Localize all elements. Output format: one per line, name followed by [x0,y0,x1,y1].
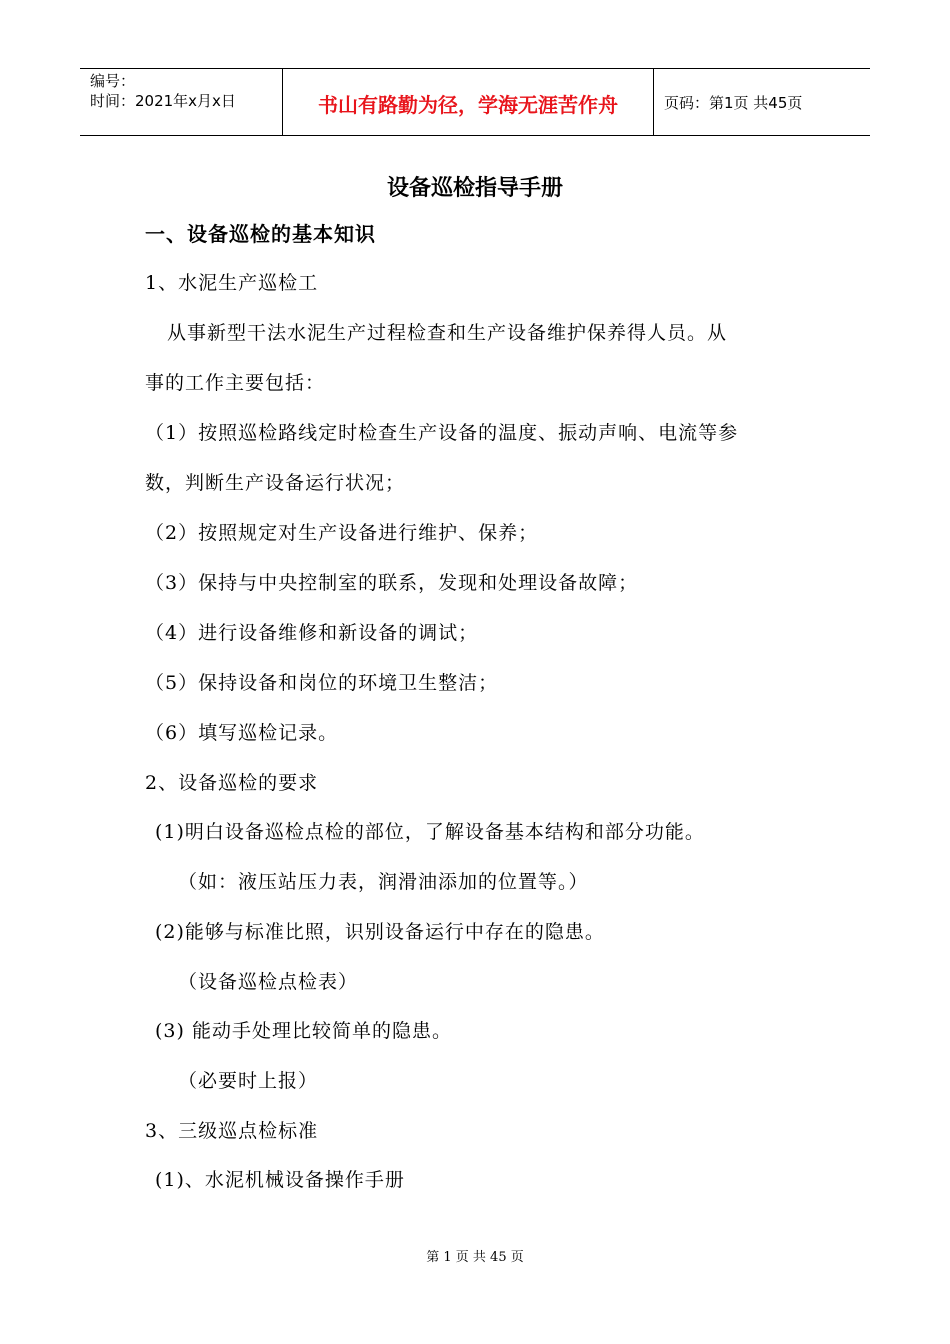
requirement1-note: （如：液压站压力表，润滑油添加的位置等。） [178,871,589,893]
standard1: (1)、水泥机械设备操作手册 [155,1169,405,1191]
header-time-label: 时间：2021年x月x日 [90,92,236,110]
document-title: 设备巡检指导手册 [386,176,563,201]
header-motto: 书山有路勤为径，学海无涯苦作舟 [282,69,654,135]
page-header [80,68,870,136]
requirement2: (2)能够与标准比照，识别设备运行中存在的隐患。 [155,921,605,943]
header-number-label: 编号： [90,72,136,90]
requirement3: (3) 能动手处理比较简单的隐患。 [155,1020,452,1042]
page-footer: 第 1 页 共 45 页 [426,1250,524,1265]
item1-paragraph-line1: 从事新型干法水泥生产过程检查和生产设备维护保养得人员。从 [167,322,728,344]
duty2: （2）按照规定对生产设备进行维护、保养； [145,522,539,544]
header-page-info: 页码：第1页 共45页 [664,93,803,112]
item1-heading: 1、水泥生产巡检工 [145,272,319,294]
duty1-line2: 数，判断生产设备运行状况； [145,472,406,494]
header-meta [80,69,282,135]
requirement2-note: （设备巡检点检表） [178,971,359,993]
requirement3-note: （必要时上报） [178,1070,319,1092]
item2-heading: 2、设备巡检的要求 [145,772,319,794]
duty6: （6）填写巡检记录。 [145,722,339,744]
item1-paragraph-line2: 事的工作主要包括： [145,372,326,394]
duty3: （3）保持与中央控制室的联系，发现和处理设备故障； [145,572,639,594]
item3-heading: 3、三级巡点检标准 [145,1120,319,1142]
section1-heading: 一、设备巡检的基本知识 [145,222,376,246]
duty1-line1: （1）按照巡检路线定时检查生产设备的温度、振动声响、电流等参 [145,422,739,444]
duty5: （5）保持设备和岗位的环境卫生整洁； [145,672,499,694]
requirement1: (1)明白设备巡检点检的部位，了解设备基本结构和部分功能。 [155,821,705,843]
duty4: （4）进行设备维修和新设备的调试； [145,622,479,644]
